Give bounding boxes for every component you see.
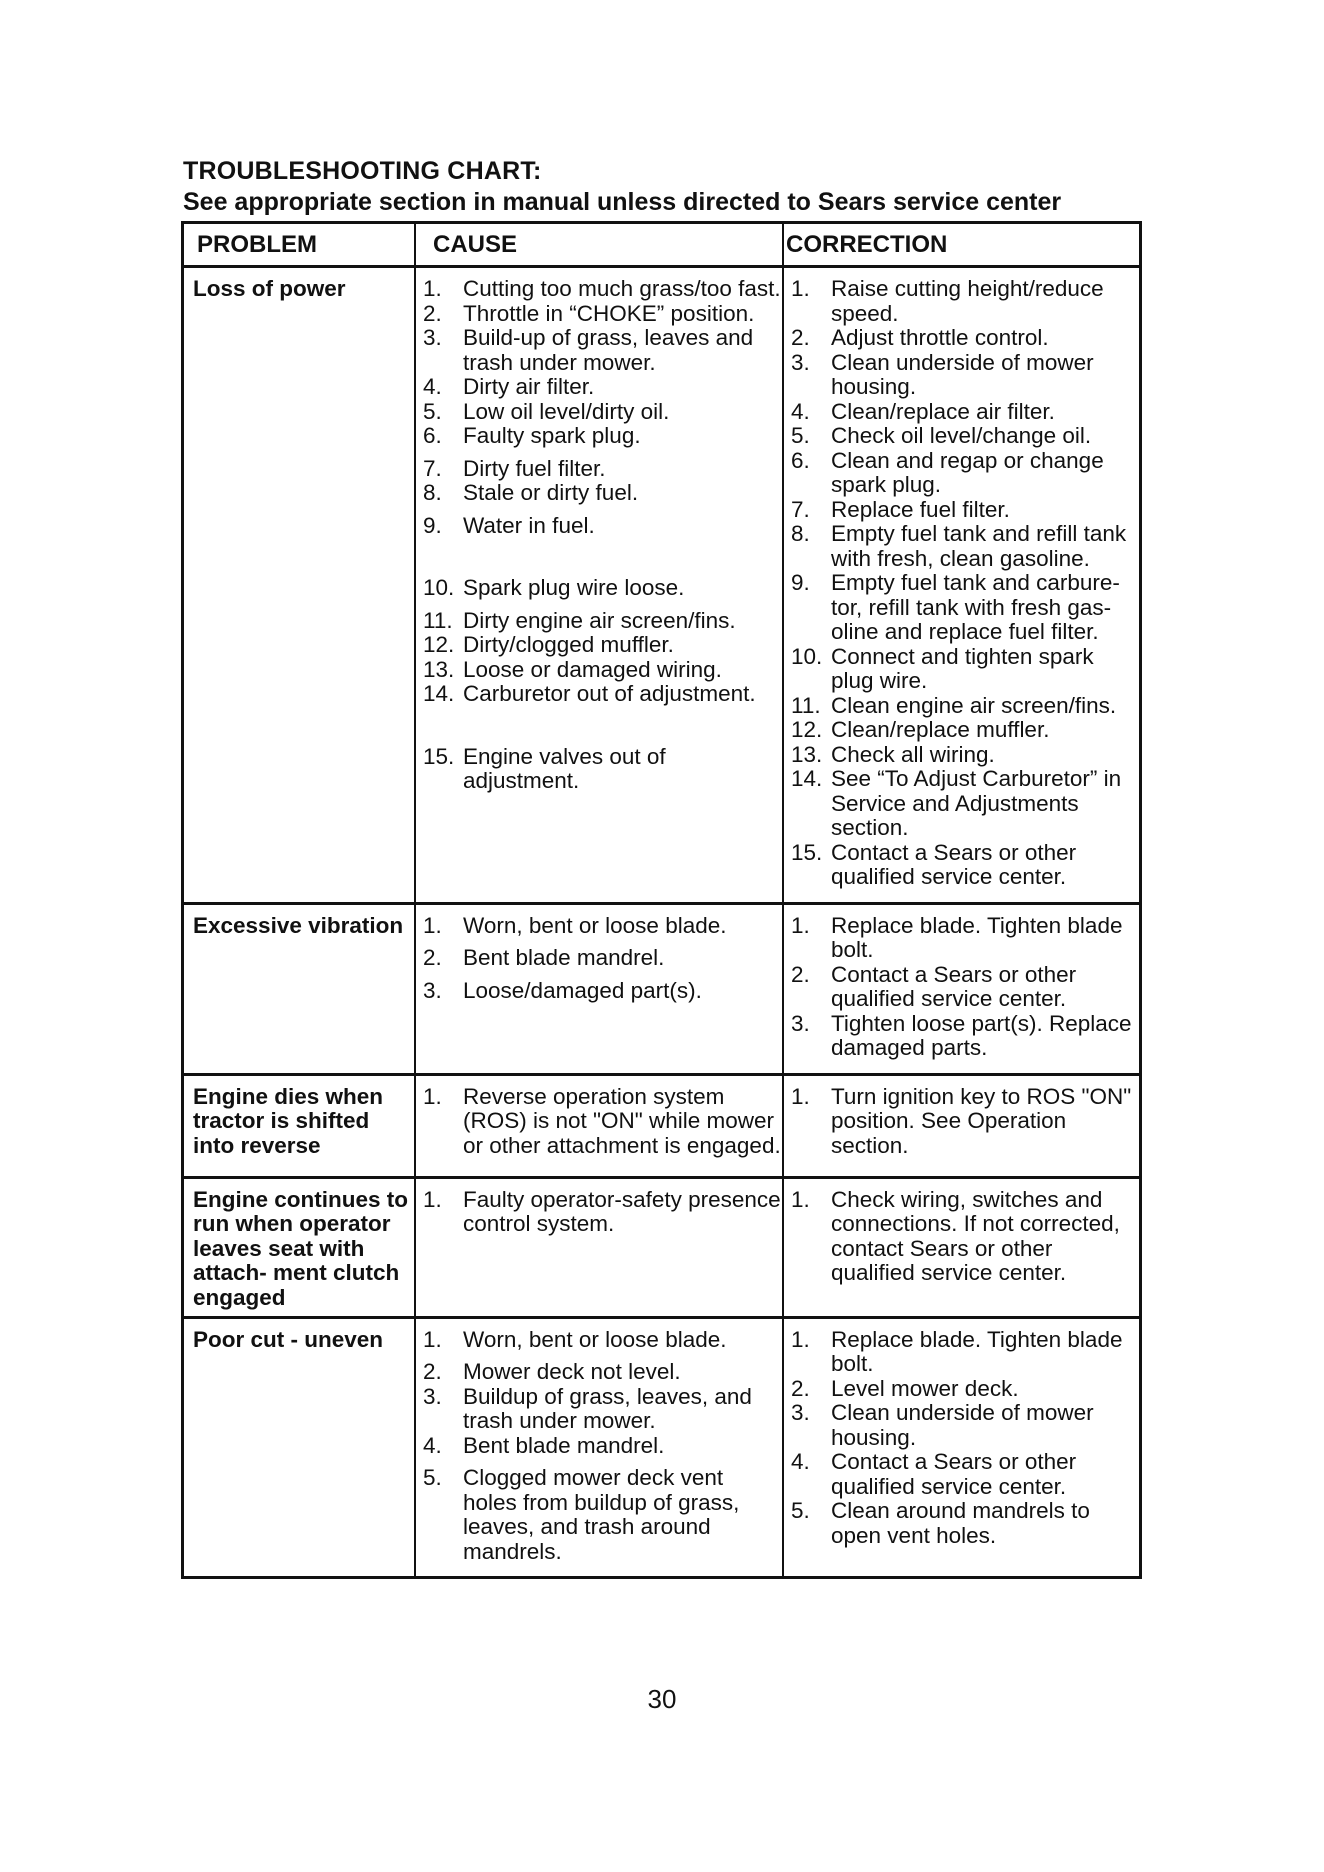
correction-item bbox=[791, 1188, 1139, 1286]
cause-item bbox=[423, 326, 782, 375]
correction-cell bbox=[784, 1179, 1139, 1316]
correction-text: Clean/replace muffler. bbox=[831, 717, 1050, 742]
correction-text: Check wiring, switches and connections. If not corrected, contact Sears or other qualified service center. bbox=[831, 1186, 1120, 1285]
header-problem: PROBLEM bbox=[184, 224, 416, 265]
correction-item bbox=[791, 963, 1139, 1012]
cause-number: 2. bbox=[423, 1359, 442, 1384]
header-correction: CORRECTION bbox=[786, 231, 948, 258]
correction-number: 3. bbox=[791, 349, 810, 375]
correction-item bbox=[791, 277, 1139, 326]
cause-item bbox=[423, 946, 782, 971]
table-row bbox=[184, 1076, 1139, 1179]
correction-text: Check all wiring. bbox=[831, 741, 995, 767]
correction-text: See “To Adjust Carburetor” in Service and Adjustments section. bbox=[831, 766, 1122, 840]
cause-item bbox=[423, 1434, 782, 1459]
cause-number: 11. bbox=[423, 607, 453, 633]
problem-cell: Engine continues to run when operator leaves seat with attach- ment clutch engaged bbox=[184, 1179, 416, 1316]
cause-text: Worn, bent or loose blade. bbox=[463, 1326, 727, 1352]
correction-cell bbox=[784, 905, 1139, 1073]
table-row bbox=[184, 268, 1139, 905]
problem-cell: Engine dies when tractor is shifted into reverse bbox=[184, 1076, 416, 1176]
cause-number: 1. bbox=[423, 912, 442, 938]
cause-number: 1. bbox=[423, 276, 442, 301]
correction-number: 4. bbox=[791, 1449, 810, 1474]
correction-cell bbox=[784, 268, 1139, 902]
cause-item bbox=[423, 745, 782, 794]
cause-item bbox=[423, 914, 782, 939]
cause-number: 3. bbox=[423, 1383, 442, 1409]
cause-cell bbox=[416, 905, 784, 1073]
correction-text: Contact a Sears or other qualified service center. bbox=[831, 961, 1077, 1011]
correction-item bbox=[791, 1450, 1139, 1499]
table-row bbox=[184, 1319, 1139, 1577]
cause-text: Build-up of grass, leaves and trash under mower. bbox=[463, 325, 754, 375]
cause-text: Faulty spark plug. bbox=[463, 423, 641, 448]
correction-number: 1. bbox=[791, 276, 810, 301]
cause-text: Throttle in “CHOKE” position. bbox=[463, 300, 755, 326]
table-row bbox=[184, 905, 1139, 1076]
cause-number: 1. bbox=[423, 1083, 442, 1109]
correction-item bbox=[791, 1401, 1139, 1450]
correction-item bbox=[791, 767, 1139, 841]
correction-text: Contact a Sears or other qualified service center. bbox=[831, 839, 1077, 889]
correction-text: Clean around mandrels to open vent holes. bbox=[831, 1498, 1090, 1548]
cause-number: 7. bbox=[423, 455, 442, 481]
cause-text: Dirty air filter. bbox=[463, 374, 595, 399]
cause-item bbox=[423, 514, 782, 539]
cause-item bbox=[423, 302, 782, 327]
cause-item bbox=[423, 658, 782, 683]
problem-cell: Excessive vibration bbox=[184, 905, 416, 1073]
cause-text: Spark plug wire loose. bbox=[463, 575, 685, 600]
cause-number: 9. bbox=[423, 512, 442, 538]
correction-number: 2. bbox=[791, 961, 810, 987]
cause-item bbox=[423, 1466, 782, 1564]
correction-item bbox=[791, 449, 1139, 498]
correction-item bbox=[791, 571, 1139, 645]
cause-number: 15. bbox=[423, 743, 455, 769]
cause-text: Dirty fuel filter. bbox=[463, 455, 606, 481]
cause-number: 4. bbox=[423, 1432, 442, 1458]
table-body bbox=[184, 268, 1139, 1576]
correction-text: Turn ignition key to ROS "ON" position. See Operation section. bbox=[831, 1083, 1132, 1158]
correction-item bbox=[791, 1499, 1139, 1548]
cause-item bbox=[423, 1328, 782, 1353]
correction-number: 4. bbox=[791, 398, 810, 424]
correction-item bbox=[791, 718, 1139, 743]
problem-cell: Poor cut - uneven bbox=[184, 1319, 416, 1577]
cause-cell bbox=[416, 268, 784, 902]
correction-item bbox=[791, 351, 1139, 400]
correction-number: 15. bbox=[791, 839, 823, 865]
cause-text: Dirty engine air screen/fins. bbox=[463, 607, 736, 633]
cause-text: Clogged mower deck vent holes from buildup of grass, leaves, and trash around mandrels. bbox=[463, 1465, 740, 1564]
cause-text: Reverse operation system (ROS) is not "ON" while mower or other attachment is engaged. bbox=[463, 1083, 781, 1158]
correction-number: 1. bbox=[791, 1083, 810, 1109]
correction-number: 3. bbox=[791, 1400, 810, 1425]
correction-number: 11. bbox=[791, 692, 821, 718]
correction-text: Connect and tighten spark plug wire. bbox=[831, 643, 1094, 693]
cause-number: 1. bbox=[423, 1186, 442, 1212]
cause-text: Buildup of grass, leaves, and trash under mower. bbox=[463, 1383, 752, 1433]
correction-number: 5. bbox=[791, 423, 810, 448]
header-cause: CAUSE bbox=[416, 224, 784, 265]
cause-item bbox=[423, 400, 782, 425]
correction-number: 5. bbox=[791, 1498, 810, 1523]
correction-number: 14. bbox=[791, 766, 823, 791]
correction-number: 2. bbox=[791, 1375, 810, 1401]
correction-number: 10. bbox=[791, 643, 823, 669]
cause-text: Faulty operator-safety presence control system. bbox=[463, 1186, 781, 1236]
cause-item bbox=[423, 1188, 782, 1237]
cause-text: Cutting too much grass/too fast. bbox=[463, 276, 781, 301]
cause-text: Water in fuel. bbox=[463, 512, 595, 538]
correction-number: 1. bbox=[791, 1326, 810, 1352]
table-header bbox=[184, 224, 1139, 268]
cause-number: 2. bbox=[423, 300, 442, 326]
cause-item bbox=[423, 633, 782, 658]
correction-text: Tighten loose part(s). Replace damaged parts. bbox=[831, 1010, 1132, 1060]
cause-item bbox=[423, 576, 782, 601]
cause-text: Stale or dirty fuel. bbox=[463, 480, 639, 505]
cause-number: 10. bbox=[423, 575, 455, 600]
correction-number: 1. bbox=[791, 912, 810, 938]
correction-text: Clean underside of mower housing. bbox=[831, 349, 1094, 399]
correction-cell bbox=[784, 1076, 1139, 1176]
cause-item bbox=[423, 481, 782, 506]
correction-item bbox=[791, 522, 1139, 571]
cause-item bbox=[423, 457, 782, 482]
correction-text: Clean and regap or change spark plug. bbox=[831, 447, 1104, 497]
correction-number: 12. bbox=[791, 717, 823, 742]
correction-text: Check oil level/change oil. bbox=[831, 423, 1092, 448]
cause-number: 12. bbox=[423, 632, 455, 657]
cause-number: 1. bbox=[423, 1326, 442, 1352]
correction-number: 6. bbox=[791, 447, 810, 473]
correction-number: 7. bbox=[791, 496, 810, 522]
correction-item bbox=[791, 645, 1139, 694]
cause-item bbox=[423, 1385, 782, 1434]
cause-text: Mower deck not level. bbox=[463, 1359, 681, 1384]
correction-number: 9. bbox=[791, 570, 810, 595]
correction-number: 13. bbox=[791, 741, 823, 767]
cause-text: Engine valves out of adjustment. bbox=[463, 743, 666, 793]
cause-item bbox=[423, 979, 782, 1004]
chart-title: TROUBLESHOOTING CHART: bbox=[183, 157, 542, 185]
correction-text: Raise cutting height/reduce speed. bbox=[831, 276, 1104, 326]
cause-number: 2. bbox=[423, 945, 442, 970]
problem-cell: Loss of power bbox=[184, 268, 416, 902]
correction-item bbox=[791, 1328, 1139, 1377]
cause-item bbox=[423, 1360, 782, 1385]
cause-text: Bent blade mandrel. bbox=[463, 945, 665, 970]
table-row bbox=[184, 1179, 1139, 1319]
correction-item bbox=[791, 498, 1139, 523]
correction-item bbox=[791, 743, 1139, 768]
correction-text: Clean/replace air filter. bbox=[831, 398, 1055, 424]
cause-item bbox=[423, 424, 782, 449]
cause-text: Worn, bent or loose blade. bbox=[463, 912, 727, 938]
correction-number: 2. bbox=[791, 325, 810, 350]
cause-text: Carburetor out of adjustment. bbox=[463, 681, 756, 706]
cause-cell bbox=[416, 1319, 784, 1577]
correction-item bbox=[791, 424, 1139, 449]
correction-text: Replace blade. Tighten blade bolt. bbox=[831, 912, 1123, 962]
cause-text: Loose/damaged part(s). bbox=[463, 977, 702, 1003]
correction-cell bbox=[784, 1319, 1139, 1577]
cause-number: 13. bbox=[423, 656, 455, 682]
cause-number: 4. bbox=[423, 374, 442, 399]
correction-text: Level mower deck. bbox=[831, 1375, 1019, 1401]
correction-text: Empty fuel tank and refill tank with fresh, clean gasoline. bbox=[831, 521, 1127, 571]
correction-text: Clean underside of mower housing. bbox=[831, 1400, 1094, 1450]
correction-item bbox=[791, 1377, 1139, 1402]
cause-number: 5. bbox=[423, 398, 442, 424]
correction-text: Contact a Sears or other qualified service center. bbox=[831, 1449, 1077, 1499]
correction-text: Replace blade. Tighten blade bolt. bbox=[831, 1326, 1123, 1376]
correction-text: Replace fuel filter. bbox=[831, 496, 1010, 522]
correction-item bbox=[791, 841, 1139, 890]
correction-item bbox=[791, 400, 1139, 425]
cause-text: Loose or damaged wiring. bbox=[463, 656, 722, 682]
cause-number: 3. bbox=[423, 977, 442, 1003]
cause-number: 6. bbox=[423, 423, 442, 448]
cause-item bbox=[423, 375, 782, 400]
correction-item bbox=[791, 694, 1139, 719]
cause-cell bbox=[416, 1076, 784, 1176]
correction-item bbox=[791, 1085, 1139, 1159]
cause-text: Dirty/clogged muffler. bbox=[463, 632, 674, 657]
cause-number: 14. bbox=[423, 681, 455, 706]
cause-text: Low oil level/dirty oil. bbox=[463, 398, 670, 424]
cause-number: 5. bbox=[423, 1465, 442, 1490]
correction-number: 8. bbox=[791, 521, 810, 546]
cause-item bbox=[423, 609, 782, 634]
chart-subtitle: See appropriate section in manual unless directed to Sears service center bbox=[183, 188, 1062, 216]
cause-number: 3. bbox=[423, 325, 442, 350]
cause-cell bbox=[416, 1179, 784, 1316]
correction-item bbox=[791, 1012, 1139, 1061]
correction-item bbox=[791, 914, 1139, 963]
correction-text: Clean engine air screen/fins. bbox=[831, 692, 1117, 718]
cause-item bbox=[423, 682, 782, 707]
page-number: 30 bbox=[647, 1684, 677, 1714]
correction-item bbox=[791, 326, 1139, 351]
correction-text: Adjust throttle control. bbox=[831, 325, 1049, 350]
cause-text: Bent blade mandrel. bbox=[463, 1432, 665, 1458]
correction-number: 3. bbox=[791, 1010, 810, 1036]
cause-item bbox=[423, 277, 782, 302]
cause-item bbox=[423, 1085, 782, 1159]
correction-number: 1. bbox=[791, 1186, 810, 1212]
troubleshooting-table bbox=[181, 221, 1142, 1579]
cause-number: 8. bbox=[423, 480, 442, 505]
correction-text: Empty fuel tank and carbure- tor, refill tank with fresh gas- oline and replace fuel filter. bbox=[831, 570, 1120, 644]
